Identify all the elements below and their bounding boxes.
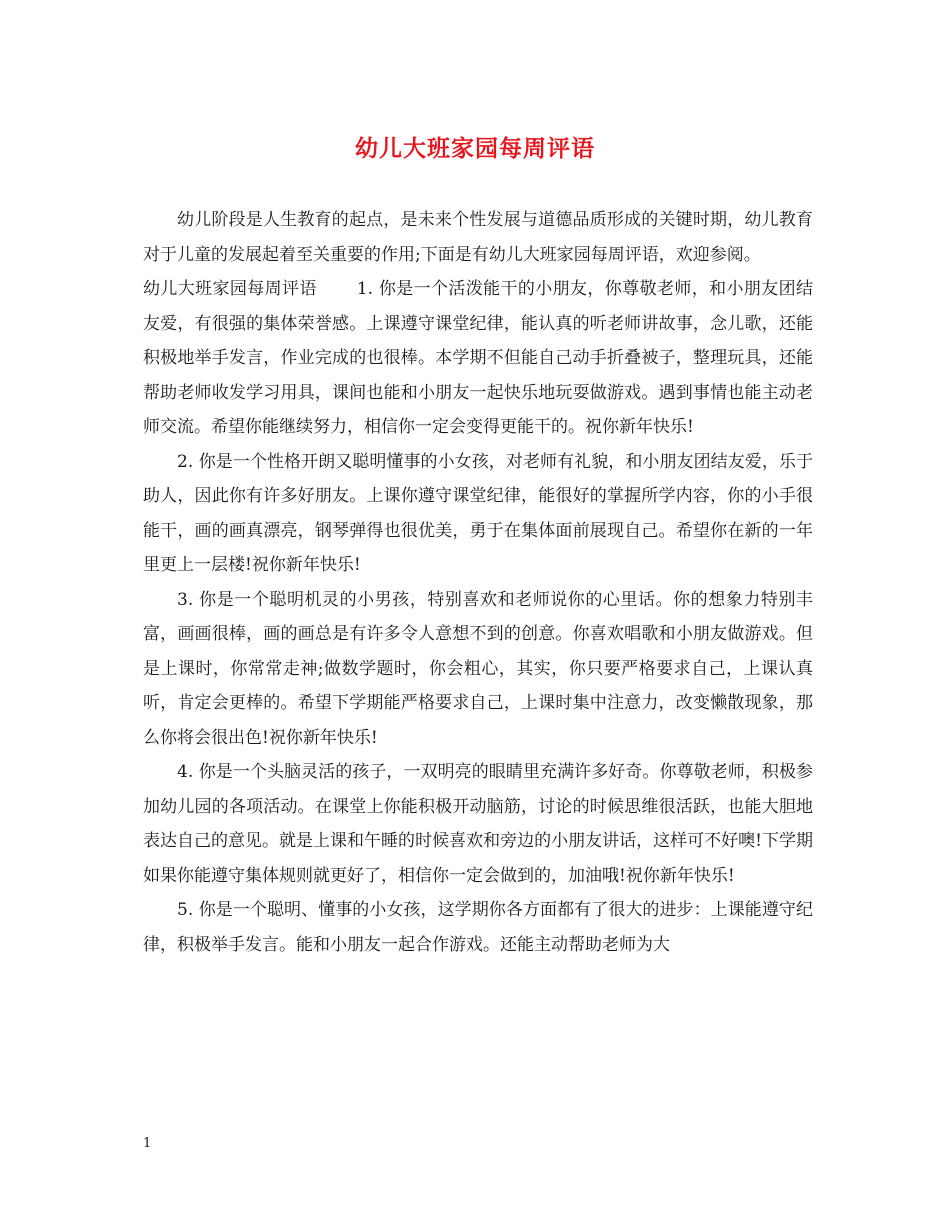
document-title: 幼儿大班家园每周评语 <box>355 135 595 162</box>
document-body <box>143 203 813 962</box>
paragraph-2: 2. 你是一个性格开朗又聪明懂事的小女孩，对老师有礼貌，和小朋友团结友爱，乐于助人，因此你有许多好朋友。上课你遵守课堂纪律，能很好的掌握所学内容，你的小手很能干，画的画真漂亮，钢琴弹得也很优美，勇于在集体面前展现自己。希望你在新的一年里更上一层楼!祝你新年快乐! <box>143 451 813 575</box>
inline-heading: 幼儿大班家园每周评语 <box>143 279 317 299</box>
intro-paragraph: 幼儿阶段是人生教育的起点，是未来个性发展与道德品质形成的关键时期，幼儿教育对于儿童的发展起着至关重要的作用;下面是有幼儿大班家园每周评语，欢迎参阅。 <box>143 210 813 265</box>
paragraph-1-text: 1. 你是一个活泼能干的小朋友，你尊敬老师，和小朋友团结友爱，有很强的集体荣誉感。上课遵守课堂纪律，能认真的听老师讲故事，念儿歌，还能积极地举手发言，作业完成的也很棒。本学期不但能自己动手折叠被子，整理玩具，还能帮助老师收发学习用具，课间也能和小朋友一起快乐地玩耍做游戏。遇到事情也能主动老师交流。希望你能继续努力，相信你一定会变得更能干的。祝你新年快乐! <box>143 279 814 437</box>
paragraph-4: 4. 你是一个头脑灵活的孩子，一双明亮的眼睛里充满许多好奇。你尊敬老师，积极参加幼儿园的各项活动。在课堂上你能积极开动脑筋，讨论的时候思维很活跃，也能大胆地表达自己的意见。就是上课和午睡的时候喜欢和旁边的小朋友讲话，这样可不好噢!下学期如果你能遵守集体规则就更好了，相信你一定会做到的，加油哦!祝你新年快乐! <box>143 762 813 886</box>
page-number: 1 <box>143 1136 152 1151</box>
paragraph-5: 5. 你是一个聪明、懂事的小女孩，这学期你各方面都有了很大的进步：上课能遵守纪律，积极举手发言。能和小朋友一起合作游戏。还能主动帮助老师为大 <box>143 900 813 955</box>
paragraph-1 <box>143 272 813 445</box>
paragraph-3: 3. 你是一个聪明机灵的小男孩，特别喜欢和老师说你的心里话。你的想象力特别丰富，画画很棒，画的画总是有许多令人意想不到的创意。你喜欢唱歌和小朋友做游戏。但是上课时，你常常走神;做数学题时，你会粗心，其实，你只要严格要求自己，上课认真听，肯定会更棒的。希望下学期能严格要求自己，上课时集中注意力，改变懒散现象，那么你将会很出色!祝你新年快乐! <box>143 589 813 748</box>
